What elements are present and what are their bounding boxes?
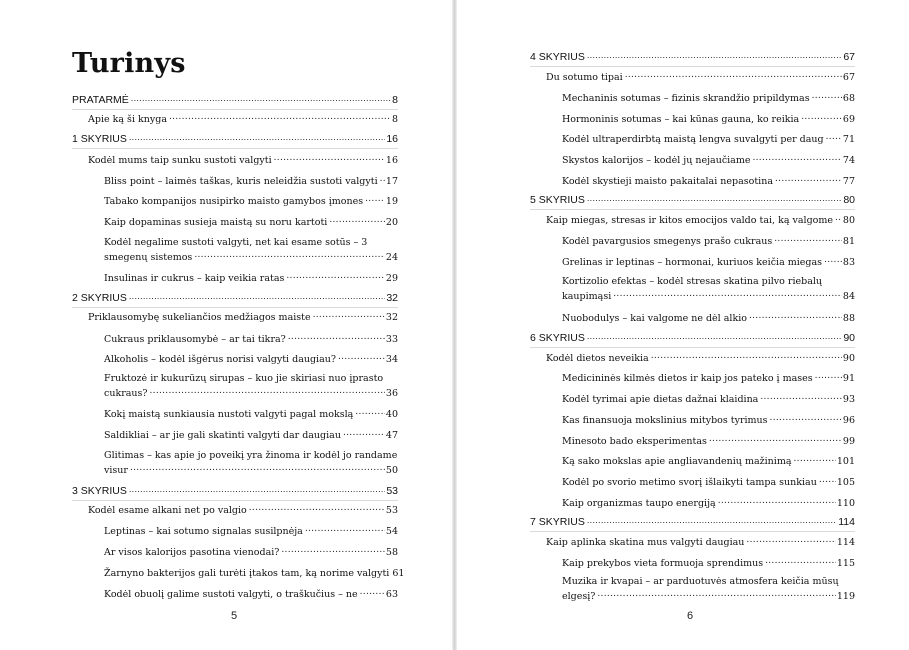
toc-page-number: 77	[842, 176, 855, 187]
dot-leader	[812, 90, 842, 103]
toc-entry[interactable]	[104, 270, 398, 285]
dot-leader	[597, 588, 835, 601]
toc-page-number: 101	[836, 456, 855, 467]
toc-entry[interactable]	[104, 372, 398, 400]
toc-entry-title: Tabako kompanijos nusipirko maisto gamybos įmones	[104, 196, 364, 207]
toc-page-number: 24	[385, 252, 398, 263]
toc-page-number: 63	[385, 589, 398, 600]
toc-entry[interactable]	[562, 495, 855, 510]
toc-entry[interactable]	[562, 370, 855, 385]
toc-entry-title: Grelinas ir leptinas – hormonai, kuriuos keičia miegas	[562, 257, 823, 268]
toc-page-number: 32	[385, 312, 398, 323]
dot-leader	[274, 152, 385, 165]
toc-chapter-entry[interactable]	[72, 290, 398, 308]
toc-entry[interactable]	[562, 233, 855, 248]
toc-entry-title: 4 SKYRIUS	[530, 51, 585, 63]
toc-entry-title: Nuobodulys – kai valgome ne dėl alkio	[562, 313, 747, 324]
toc-page-number: 80	[842, 215, 855, 226]
dot-leader	[746, 534, 835, 547]
dot-leader	[709, 433, 842, 446]
toc-page-number: 40	[385, 409, 398, 420]
toc-entry-title: 1 SKYRIUS	[72, 133, 127, 145]
dot-leader	[131, 92, 391, 105]
toc-entry[interactable]	[562, 474, 855, 489]
toc-entry-title: 3 SKYRIUS	[72, 485, 127, 497]
toc-page-number: 105	[836, 477, 855, 488]
toc-entry-title-continued: kaupimąsi	[562, 291, 612, 302]
toc-entry-title: Kodėl negalime sustoti valgyti, net kai esame sotūs – 3	[104, 237, 368, 248]
toc-entry[interactable]	[104, 544, 398, 559]
left-page	[0, 0, 452, 650]
dot-leader	[625, 69, 842, 82]
toc-entry[interactable]	[104, 173, 398, 188]
toc-chapter-entry[interactable]	[72, 131, 398, 149]
toc-page-number: 16	[385, 155, 398, 166]
toc-entry[interactable]	[562, 555, 855, 570]
toc-entry-title: Minesoto bado eksperimentas	[562, 436, 707, 447]
dot-leader	[587, 330, 842, 343]
dot-leader	[130, 462, 385, 475]
toc-entry-title: Žarnyno bakterijos gali turėti įtakos tam, ką norime valgyti	[104, 568, 390, 579]
toc-entry[interactable]	[104, 331, 398, 346]
toc-entry[interactable]	[104, 523, 398, 538]
dot-leader	[129, 483, 385, 496]
toc-page-number: 54	[385, 526, 398, 537]
toc-entry-title: Kodėl obuolį galime sustoti valgyti, o traškučius – ne	[104, 589, 358, 600]
dot-leader	[752, 152, 841, 165]
dot-leader	[249, 502, 385, 515]
right-page	[457, 0, 909, 650]
toc-page-number: 99	[842, 436, 855, 447]
toc-entry[interactable]	[562, 412, 855, 427]
dot-leader	[587, 192, 842, 205]
dot-leader	[281, 544, 385, 557]
toc-entry[interactable]	[562, 310, 855, 325]
toc-entry-title: Saldikliai – ar jie gali skatinti valgyti dar daugiau	[104, 430, 341, 441]
dot-leader	[826, 131, 842, 144]
toc-entry[interactable]	[546, 534, 855, 549]
toc-entry-title: Insulinas ir cukrus – kaip veikia ratas	[104, 273, 285, 284]
toc-page-number: 114	[838, 516, 855, 528]
toc-page-number: 74	[842, 155, 855, 166]
toc-chapter-entry[interactable]	[530, 330, 855, 348]
toc-chapter-entry[interactable]	[530, 49, 855, 67]
toc-entry[interactable]	[104, 427, 398, 442]
toc-chapter-entry[interactable]	[72, 483, 398, 501]
toc-entry-title-continued: visur	[104, 465, 128, 476]
toc-entry[interactable]	[88, 111, 398, 126]
toc-entry[interactable]	[562, 173, 855, 188]
dot-leader	[613, 288, 842, 301]
dot-leader	[313, 309, 385, 322]
toc-page-number: 88	[842, 313, 855, 324]
toc-entry[interactable]	[104, 193, 398, 208]
dot-leader	[286, 270, 385, 283]
toc-entry[interactable]	[104, 214, 398, 229]
dot-leader	[718, 495, 836, 508]
toc-entry-title: Kodėl dietos neveikia	[546, 353, 649, 364]
toc-entry-title: Bliss point – laimės taškas, kuris neleidžia sustoti valgyti	[104, 176, 378, 187]
dot-leader	[329, 214, 385, 227]
toc-entry[interactable]	[562, 254, 855, 269]
toc-entry[interactable]	[546, 350, 855, 365]
toc-entry[interactable]	[562, 275, 855, 303]
toc-entry-title: Kodėl tyrimai apie dietas dažnai klaidina	[562, 394, 759, 405]
toc-chapter-entry[interactable]	[72, 92, 398, 110]
toc-entry[interactable]	[104, 586, 398, 601]
dot-leader	[835, 212, 842, 225]
toc-entry-title: Medicininės kilmės dietos ir kaip jos pateko į mases	[562, 373, 813, 384]
toc-page-number: 47	[385, 430, 398, 441]
toc-entry[interactable]	[546, 212, 855, 227]
toc-entry-title: 6 SKYRIUS	[530, 332, 585, 344]
toc-page-number: 67	[842, 72, 855, 83]
toc-entry-title: PRATARMĖ	[72, 94, 129, 106]
toc-entry[interactable]	[562, 131, 855, 146]
toc-entry[interactable]	[88, 309, 398, 324]
dot-leader	[338, 351, 385, 364]
toc-entry-title: Mechaninis sotumas – fizinis skrandžio pripildymas	[562, 93, 810, 104]
toc-entry[interactable]	[104, 449, 398, 477]
toc-page-number: 17	[385, 176, 398, 187]
toc-page-number: 34	[385, 354, 398, 365]
toc-entry-title: Cukraus priklausomybė – ar tai tikra?	[104, 334, 286, 345]
toc-entry-title: Du sotumo tipai	[546, 72, 623, 83]
toc-page-number: 29	[385, 273, 398, 284]
dot-leader	[765, 555, 836, 568]
toc-entry[interactable]	[104, 406, 398, 421]
toc-entry-title: Ką sako mokslas apie angliavandenių mažinimą	[562, 456, 792, 467]
toc-page-number: 8	[392, 94, 398, 106]
dot-leader	[355, 406, 385, 419]
toc-entry[interactable]	[562, 391, 855, 406]
toc-entry-title: 2 SKYRIUS	[72, 292, 127, 304]
dot-leader	[587, 49, 842, 62]
toc-entry[interactable]	[546, 69, 855, 84]
toc-page-number: 20	[385, 217, 398, 228]
toc-entry-title-continued: elgesį?	[562, 591, 596, 602]
toc-entry-title: Kaip dopaminas susieja maistą su noru kartoti	[104, 217, 328, 228]
toc-entry-title: Kodėl ultraperdirbtą maistą lengva suvalgyti per daug	[562, 134, 824, 145]
dot-leader	[343, 427, 385, 440]
toc-entry[interactable]	[104, 351, 398, 366]
toc-chapter-entry[interactable]	[530, 514, 855, 532]
toc-entry[interactable]	[562, 453, 855, 468]
toc-entry-title: Kodėl pavargusios smegenys prašo cukraus	[562, 236, 773, 247]
toc-page-number: 53	[386, 485, 398, 497]
toc-page-number: 90	[842, 353, 855, 364]
toc-entry-title: Hormoninis sotumas – kai kūnas gauna, ko reikia	[562, 114, 800, 125]
toc-entry-title: Ar visos kalorijos pasotina vienodai?	[104, 547, 280, 558]
dot-leader	[760, 391, 842, 404]
toc-page-number: 93	[842, 394, 855, 405]
page-number-left: 5	[231, 610, 238, 622]
toc-page-number: 36	[385, 388, 398, 399]
dot-leader	[365, 193, 385, 206]
toc-entry-title: Skystos kalorijos – kodėl jų nejaučiame	[562, 155, 751, 166]
toc-entry-title: Kaip organizmas taupo energiją	[562, 498, 716, 509]
dot-leader	[129, 290, 385, 303]
dot-leader	[819, 474, 836, 487]
toc-entry-title: Fruktozė ir kukurūzų sirupas – kuo jie skiriasi nuo įprasto	[104, 373, 384, 384]
toc-entry[interactable]	[104, 236, 398, 264]
toc-page-number: 114	[836, 537, 855, 548]
dot-leader	[587, 514, 837, 527]
toc-entry-title: Kodėl esame alkani net po valgio	[88, 505, 247, 516]
toc-entry[interactable]	[562, 433, 855, 448]
dot-leader	[794, 453, 836, 466]
toc-entry-title-continued: cukraus?	[104, 388, 148, 399]
toc-entry-title: Alkoholis – kodėl išgėrus norisi valgyti daugiau?	[104, 354, 336, 365]
toc-page-number: 96	[842, 415, 855, 426]
page-number-right: 6	[687, 610, 694, 622]
toc-entry-title: Priklausomybę sukeliančios medžiagos maiste	[88, 312, 311, 323]
toc-entry[interactable]	[88, 502, 398, 517]
toc-entry[interactable]	[562, 152, 855, 167]
toc-page-number: 69	[842, 114, 855, 125]
toc-page-number: 84	[842, 291, 855, 302]
toc-page-number: 81	[842, 236, 855, 247]
toc-page-number: 53	[385, 505, 398, 516]
toc-entry[interactable]	[104, 565, 405, 580]
toc-entry[interactable]	[88, 152, 398, 167]
toc-page-number: 71	[842, 134, 855, 145]
dot-leader	[824, 254, 842, 267]
toc-entry-title: Kokį maistą sunkiausia nustoti valgyti pagal mokslą	[104, 409, 354, 420]
dot-leader	[194, 249, 385, 262]
dot-leader	[770, 412, 842, 425]
dot-leader	[169, 111, 391, 124]
toc-entry-title: 7 SKYRIUS	[530, 516, 585, 528]
dot-leader	[801, 111, 842, 124]
toc-entry-title: 5 SKYRIUS	[530, 194, 585, 206]
toc-page-number: 32	[386, 292, 398, 304]
toc-entry-title: Kodėl skystieji maisto pakaitalai nepasotina	[562, 176, 773, 187]
toc-entry[interactable]	[562, 90, 855, 105]
toc-page-number: 115	[836, 558, 855, 569]
page-title: Turinys	[72, 48, 186, 79]
toc-entry[interactable]	[562, 575, 855, 603]
toc-entry-title: Kodėl po svorio metimo svorį išlaikyti tampa sunkiau	[562, 477, 817, 488]
toc-page-number: 90	[843, 332, 855, 344]
toc-page-number: 58	[385, 547, 398, 558]
toc-page-number: 8	[391, 114, 398, 125]
dot-leader	[305, 523, 385, 536]
toc-entry-title: Kaip prekybos vieta formuoja sprendimus	[562, 558, 764, 569]
toc-page-number: 50	[385, 465, 398, 476]
toc-entry-title: Kodėl mums taip sunku sustoti valgyti	[88, 155, 272, 166]
toc-page-number: 80	[843, 194, 855, 206]
toc-entry-title: Muzika ir kvapai – ar parduotuvės atmosfera keičia mūsų	[562, 576, 839, 587]
toc-entry-title: Kortizolio efektas – kodėl stresas skatina pilvo riebalų	[562, 276, 823, 287]
toc-entry-title: Leptinas – kai sotumo signalas susilpnėja	[104, 526, 303, 537]
toc-page-number: 67	[843, 51, 855, 63]
toc-chapter-entry[interactable]	[530, 192, 855, 210]
dot-leader	[651, 350, 842, 363]
dot-leader	[749, 310, 842, 323]
toc-page-number: 110	[836, 498, 855, 509]
toc-page-number: 91	[842, 373, 855, 384]
dot-leader	[774, 233, 842, 246]
dot-leader	[288, 331, 385, 344]
toc-entry-title: Kaip aplinka skatina mus valgyti daugiau	[546, 537, 745, 548]
toc-page-number: 119	[836, 591, 855, 602]
toc-entry[interactable]	[562, 111, 855, 126]
toc-page-number: 33	[385, 334, 398, 345]
toc-page-number: 68	[842, 93, 855, 104]
dot-leader	[129, 131, 385, 144]
dot-leader	[380, 173, 385, 186]
dot-leader	[815, 370, 842, 383]
toc-entry-title: Kaip miegas, stresas ir kitos emocijos valdo tai, ką valgome	[546, 215, 834, 226]
toc-entry-title: Kas finansuoja mokslinius mitybos tyrimus	[562, 415, 768, 426]
toc-entry-title: Glitimas – kas apie jo poveikį yra žinoma ir kodėl jo randame	[104, 450, 398, 461]
toc-page-number: 61	[392, 568, 405, 579]
toc-page-number: 16	[386, 133, 398, 145]
toc-entry-title: Apie ką ši knyga	[88, 114, 167, 125]
toc-page-number: 83	[842, 257, 855, 268]
toc-page-number: 19	[385, 196, 398, 207]
toc-entry-title-continued: smegenų sistemos	[104, 252, 193, 263]
dot-leader	[775, 173, 842, 186]
dot-leader	[360, 586, 385, 599]
dot-leader	[150, 385, 385, 398]
